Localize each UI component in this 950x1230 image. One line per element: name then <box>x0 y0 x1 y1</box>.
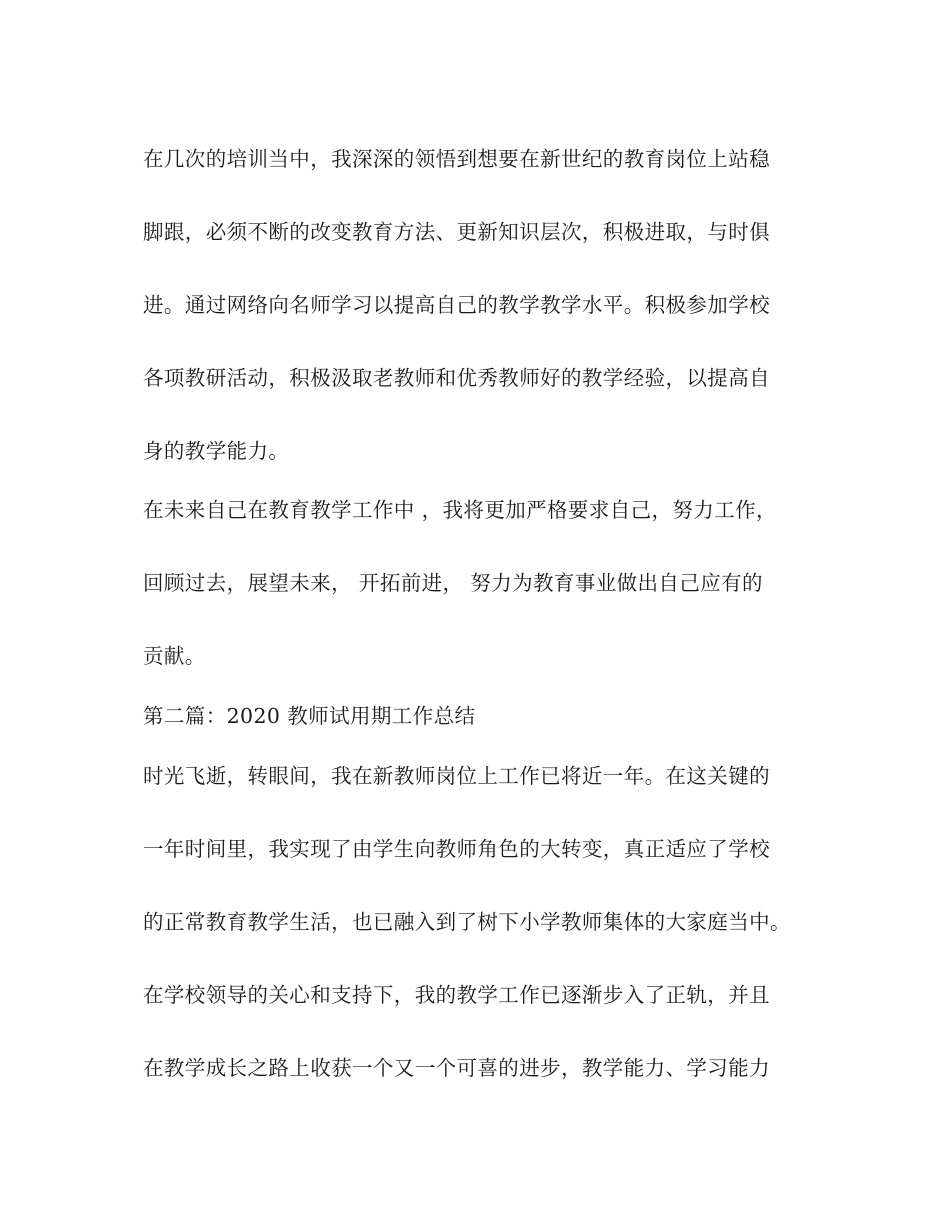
text-line: 在学校领导的关心和支持下，我的教学工作已逐渐步入了正轨，并且 <box>143 983 770 1007</box>
text-line: 回顾过去，展望未来， 开拓前进， 努力为教育事业做出自己应有的 <box>143 571 763 595</box>
text-line: 脚跟，必须不断的改变教育方法、更新知识层次，积极进取，与时俱 <box>143 220 770 244</box>
text-line: 进。通过网络向名师学习以提高自己的教学教学水平。积极参加学校 <box>143 293 770 317</box>
text-line: 一年时间里，我实现了由学生向教师角色的大转变，真正适应了学校 <box>143 837 770 861</box>
text-line: 时光飞逝，转眼间，我在新教师岗位上工作已将近一年。在这关键的 <box>143 764 770 788</box>
text-line: 在教学成长之路上收获一个又一个可喜的进步，教学能力、学习能力 <box>143 1056 770 1080</box>
section-heading: 第二篇：2020 教师试用期工作总结 <box>143 704 476 728</box>
text-line: 各项教研活动，积极汲取老教师和优秀教师好的教学经验，以提高自 <box>143 366 770 390</box>
text-line: 在几次的培训当中，我深深的领悟到想要在新世纪的教育岗位上站稳 <box>143 147 770 171</box>
text-line: 身的教学能力。 <box>143 439 290 463</box>
text-line: 贡献。 <box>143 644 206 668</box>
text-line: 在未来自己在教育教学工作中 ，我将更加严格要求自己，努力工作， <box>143 498 777 522</box>
text-line: 的正常教育教学生活，也已融入到了树下小学教师集体的大家庭当中。 <box>143 910 791 934</box>
